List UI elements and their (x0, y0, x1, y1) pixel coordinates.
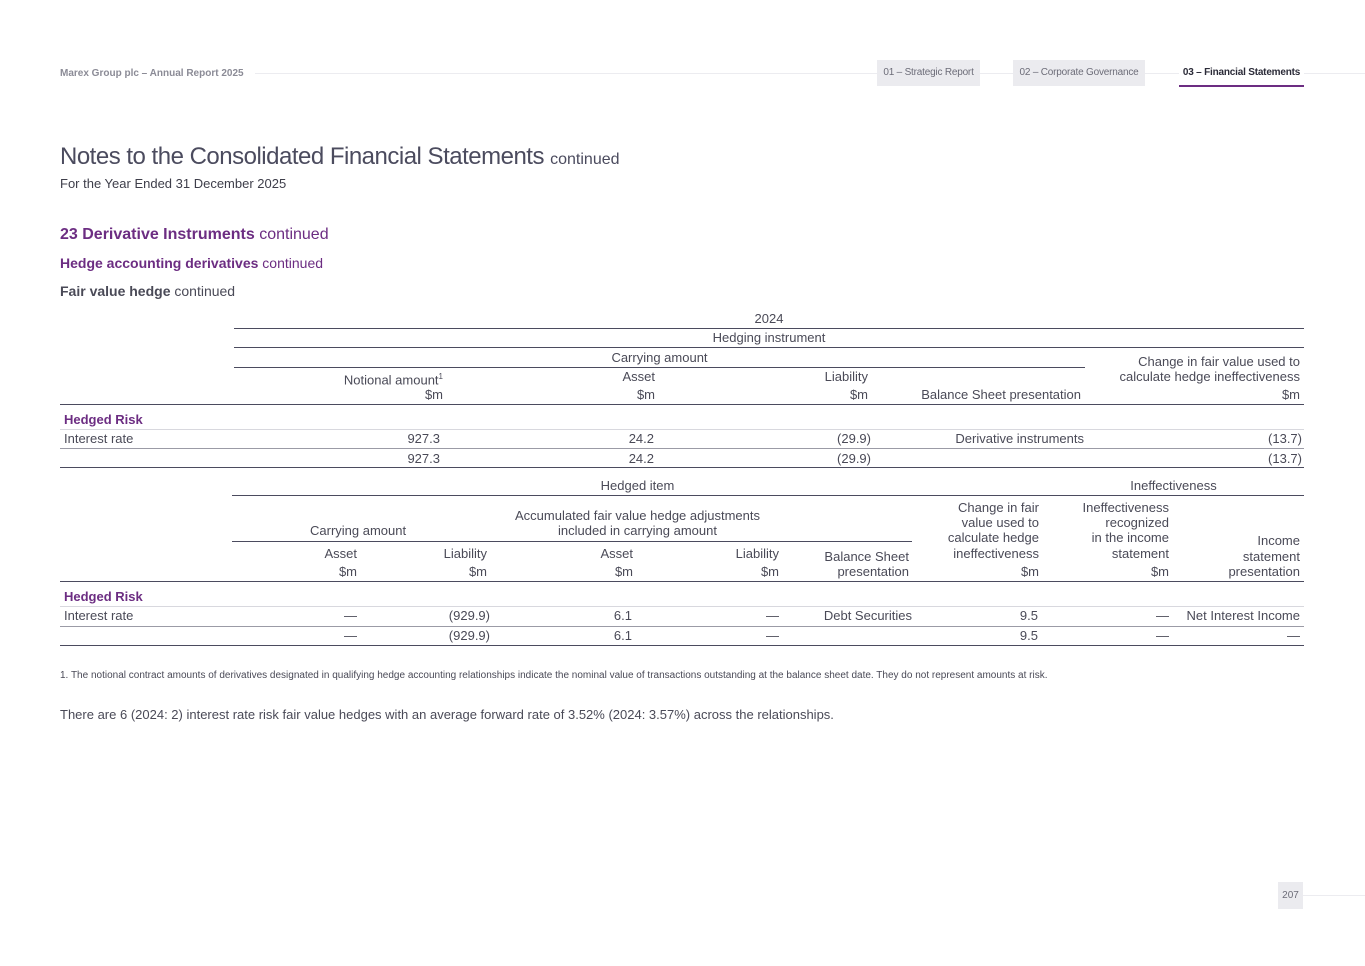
col-ineffectiveness-recognized: Ineffectiveness (1082, 500, 1169, 515)
body-paragraph: There are 6 (2024: 2) interest rate risk fair value hedges with an average forward rate of 3.52% (2024: 3.57%) across the relationships. (60, 707, 834, 722)
recognized-total: — (1156, 628, 1169, 643)
col-ineffectiveness-recognized: statement (1111, 546, 1169, 561)
row-label: Interest rate (64, 608, 134, 623)
bs-presentation-value: Derivative instruments (955, 431, 1084, 446)
footnote: 1. The notional contract amounts of derivatives designated in qualifying hedge accounting relationships indicate the nominal value of transactions outstanding at the balance sheet date. They do not represent amounts at risk. (60, 670, 1048, 681)
table2-rule (232, 541, 912, 542)
col-change-fair-value: calculate hedge ineffectiveness (1119, 369, 1300, 384)
change-value: 9.5 (1019, 608, 1038, 623)
unit-label: $m (1020, 564, 1039, 579)
tab-strategic-report[interactable]: 01 – Strategic Report (877, 60, 980, 86)
ca-asset-total: — (344, 628, 357, 643)
subsubsection-heading: Fair value hedge continued (60, 283, 236, 299)
table1-rule (234, 328, 1304, 329)
table2-rule (60, 645, 1304, 646)
col-asset: Asset (324, 546, 357, 561)
bs-presentation-value: Debt Securities (823, 608, 912, 623)
table1-year: 2024 (754, 311, 784, 326)
notional-total: 927.3 (407, 451, 440, 466)
subsection-heading: Hedge accounting derivatives continued (60, 255, 324, 271)
col-change-fair-value: Change in fair value used to (1138, 354, 1300, 369)
recognized-value: — (1156, 608, 1169, 623)
unit-label: $m (1150, 564, 1169, 579)
acc-liability-value: — (766, 608, 779, 623)
unit-label: $m (338, 564, 357, 579)
col-income-statement-presentation: presentation (1228, 564, 1300, 579)
col-balance-sheet-presentation: Balance Sheet (824, 549, 909, 564)
section-heading: 23 Derivative Instruments continued (60, 226, 329, 243)
table2-accumulated-header: included in carrying amount (558, 523, 717, 538)
asset-value: 24.2 (628, 431, 654, 446)
col-change-fair-value: calculate hedge (947, 530, 1039, 545)
table1-row-divider (60, 429, 1304, 430)
table2-row-divider (60, 626, 1304, 627)
row-label: Interest rate (64, 431, 134, 446)
ca-liability-total: (929.9) (448, 628, 490, 643)
unit-label: $m (614, 564, 633, 579)
hedged-risk-label: Hedged Risk (64, 589, 143, 604)
hedged-risk-label: Hedged Risk (64, 412, 143, 427)
col-balance-sheet-presentation: Balance Sheet presentation (921, 387, 1081, 402)
table1-group-header: Hedging instrument (712, 330, 826, 345)
table2-accumulated-header: Accumulated fair value hedge adjustments (515, 508, 760, 523)
table1-rule (60, 404, 1304, 405)
unit-label: $m (636, 387, 655, 402)
acc-asset-value: 6.1 (613, 608, 632, 623)
acc-liability-total: — (766, 628, 779, 643)
ca-liability-value: (929.9) (448, 608, 490, 623)
page-subtitle: For the Year Ended 31 December 2025 (60, 176, 287, 191)
ca-asset-value: — (344, 608, 357, 623)
income-presentation-total: — (1287, 628, 1300, 643)
col-change-fair-value: Change in fair (958, 500, 1039, 515)
table1-carrying-amount-header: Carrying amount (611, 350, 708, 365)
col-ineffectiveness-recognized: recognized (1105, 515, 1169, 530)
acc-asset-total: 6.1 (613, 628, 632, 643)
table2-rule (60, 581, 1304, 582)
asset-total: 24.2 (628, 451, 654, 466)
change-value: (13.7) (1268, 431, 1302, 446)
table1-rule (234, 367, 1085, 368)
income-presentation-value: Net Interest Income (1186, 608, 1300, 623)
page-number: 207 (1278, 882, 1303, 909)
table2-rule (232, 495, 1304, 496)
col-notional-amount: Notional amount$^1$ (343, 372, 443, 388)
col-asset: Asset (600, 546, 633, 561)
liability-total: (29.9) (837, 451, 871, 466)
table1-rule (60, 467, 1304, 468)
table2-group-hedged-item: Hedged item (600, 478, 675, 493)
unit-label: $m (1281, 387, 1300, 402)
tab-financial-statements[interactable]: 03 – Financial Statements (1179, 60, 1304, 87)
unit-label: $m (849, 387, 868, 402)
report-brand: Marex Group plc – Annual Report 2025 (60, 68, 244, 79)
col-balance-sheet-presentation: presentation (837, 564, 909, 579)
page-number-divider (1303, 895, 1365, 896)
change-total: (13.7) (1268, 451, 1302, 466)
tab-corporate-governance[interactable]: 02 – Corporate Governance (1013, 60, 1145, 86)
table2-row-divider (60, 606, 1304, 607)
unit-label: $m (760, 564, 779, 579)
col-asset: Asset (622, 369, 655, 384)
col-liability: Liability (443, 546, 487, 561)
liability-value: (29.9) (837, 431, 871, 446)
col-liability: Liability (735, 546, 779, 561)
table2-group-ineffectiveness: Ineffectiveness (1130, 478, 1217, 493)
unit-label: $m (424, 387, 443, 402)
notional-value: 927.3 (407, 431, 440, 446)
col-income-statement-presentation: statement (1242, 549, 1300, 564)
page-title: Notes to the Consolidated Financial Statements continued (60, 143, 620, 170)
col-change-fair-value: value used to (961, 515, 1039, 530)
change-total: 9.5 (1019, 628, 1038, 643)
col-ineffectiveness-recognized: in the income (1091, 530, 1169, 545)
table1-rule (234, 347, 1304, 348)
unit-label: $m (468, 564, 487, 579)
col-change-fair-value: ineffectiveness (953, 546, 1039, 561)
table1-row-divider (60, 448, 1304, 449)
col-income-statement-presentation: Income (1257, 533, 1300, 548)
col-liability: Liability (824, 369, 868, 384)
table2-carrying-amount-header: Carrying amount (310, 523, 407, 538)
